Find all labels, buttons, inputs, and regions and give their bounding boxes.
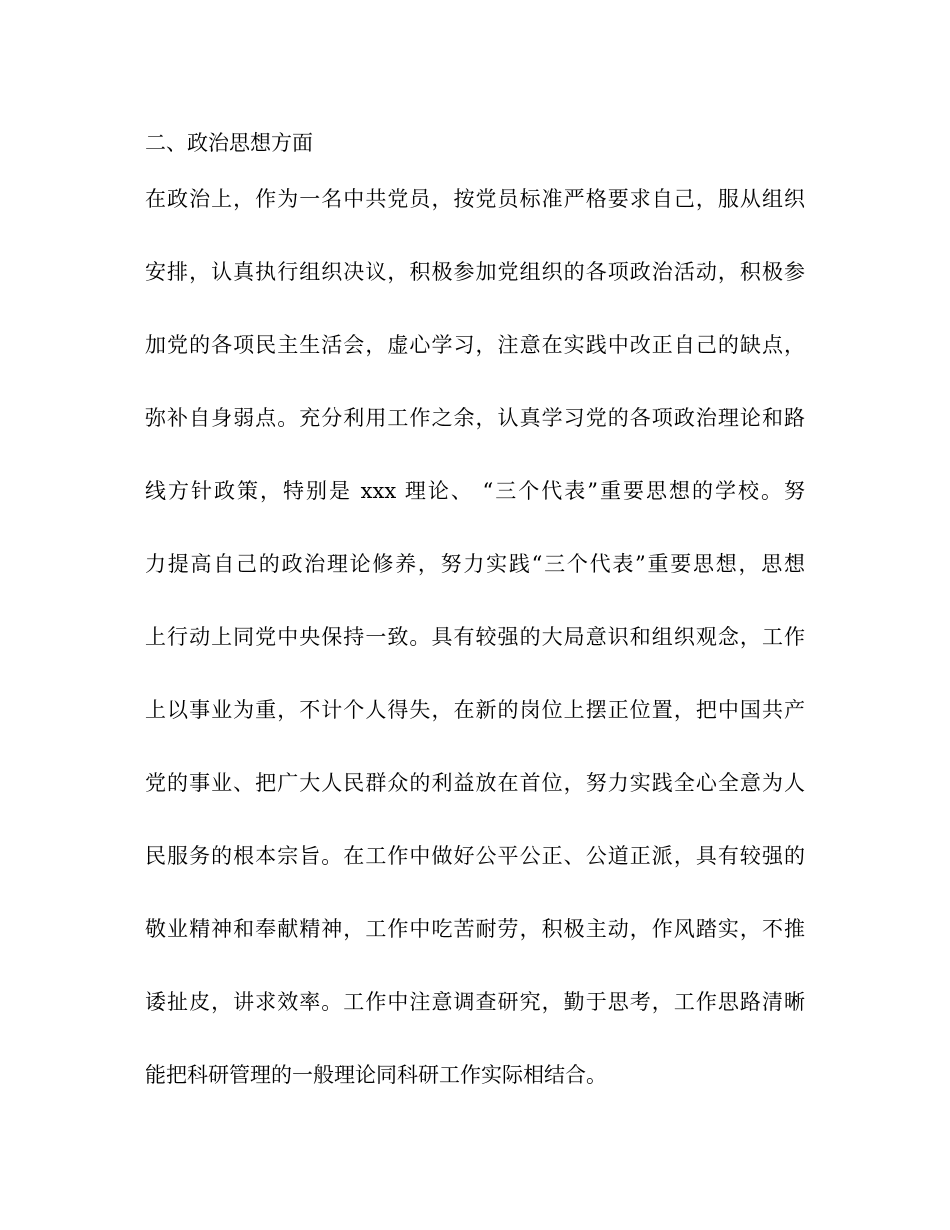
- paragraph-line-2: 安排，认真执行组织决议，积极参加党组织的各项政治活动，积极参: [145, 260, 805, 284]
- paragraph-line-1: 在政治上，作为一名中共党员，按党员标准严格要求自己，服从组织: [145, 187, 805, 211]
- paragraph-line-9: 党的事业、把广大人民群众的利益放在首位，努力实践全心全意为人: [145, 771, 805, 795]
- paragraph-line-12: 诿扯皮，讲求效率。工作中注意调查研究，勤于思考，工作思路清晰: [145, 990, 805, 1014]
- paragraph-line-8: 上以事业为重，不计个人得失，在新的岗位上摆正位置，把中国共产: [145, 698, 805, 722]
- paragraph-line-6: 力提高自己的政治理论修养，努力实践“三个代表”重要思想，思想: [145, 552, 805, 576]
- paragraph-line-7: 上行动上同党中央保持一致。具有较强的大局意识和组织观念，工作: [145, 625, 805, 649]
- paragraph-line-10: 民服务的根本宗旨。在工作中做好公平公正、公道正派，具有较强的: [145, 844, 805, 868]
- paragraph-line-3: 加党的各项民主生活会，虚心学习，注意在实践中改正自己的缺点，: [145, 333, 805, 357]
- paragraph-line-5: 线方针政策，特别是 xxx 理论、 “三个代表”重要思想的学校。努: [145, 479, 805, 503]
- paragraph-line-13: 能把科研管理的一般理论同科研工作实际相结合。: [145, 1063, 607, 1087]
- paragraph-line-11: 敬业精神和奉献精神，工作中吃苦耐劳，积极主动，作风踏实，不推: [145, 917, 805, 941]
- paragraph-line-4: 弥补自身弱点。充分利用工作之余，认真学习党的各项政治理论和路: [145, 406, 805, 430]
- section-heading: 二、政治思想方面: [145, 131, 313, 155]
